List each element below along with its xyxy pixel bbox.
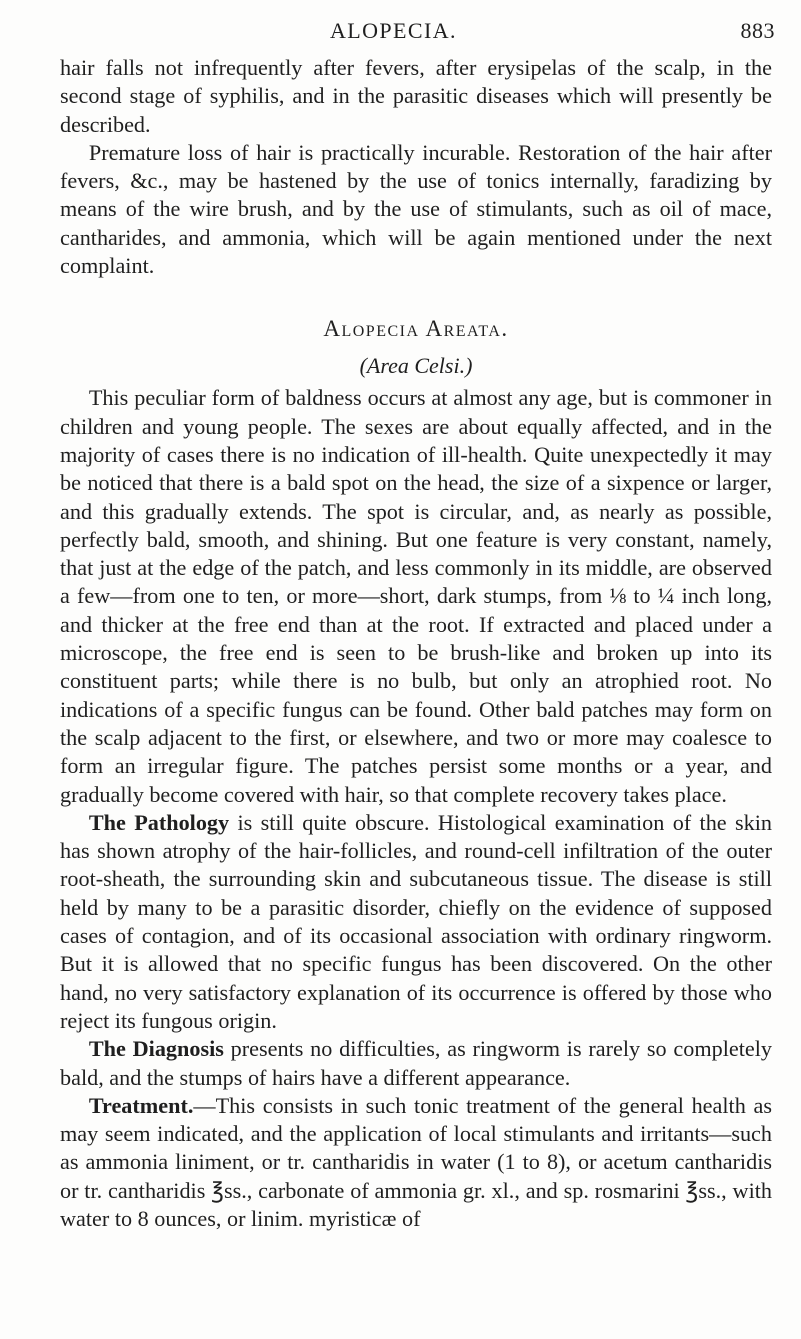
pathology-text: is still quite obscure. Histological examination of the skin has shown atrophy of the hair-follicles, and round-cell infiltration of the outer root-sheath, the surrounding skin and subcutaneous tissue. The disease is still held by many to be a parasitic disorder, chiefly on the evidence of supposed cases of contagion, and of its occasional association with ordinary ringworm. But it is allowed that no specific fungus has been discovered. On the other hand, no very satisfactory explanation of its occurrence is offered by those who reject its fungous origin.	[60, 809, 772, 1033]
body-text	[60, 54, 772, 1233]
treatment-label: Treatment.	[88, 1092, 194, 1118]
diagnosis-text: presents no difficulties, as ringworm is rarely so completely bald, and the stumps of hairs have a different appearance.	[60, 1036, 772, 1090]
paragraph-description: This peculiar form of baldness occurs at almost any age, but is commoner in children and young people. The sexes are about equally affected, and in the majority of cases there is no indication of ill-health. Quite unexpectedly it may be noticed that there is a bald spot on the head, the size of a sixpence or larger, and this gradually extends. The spot is circular, and, as nearly as possible, perfectly bald, smooth, and shining. But one feature is very constant, namely, that just at the edge of the patch, and less commonly in its middle, are observed a few—from one to ten, or more—short, dark stumps, from ⅛ to ¼ inch long, and thicker at the free end than at the root. If extracted and placed under a microscope, the free end is seen to be brush-like and broken up into its constituent parts; while there is no bulb, but only an atrophied root. No indications of a specific fungus can be found. Other bald patches may form on the scalp adjacent to the first, or elsewhere, and two or more may coalesce to form an irregular figure. The patches persist some months or a year, and gradually become covered with hair, so that complete recovery takes place.	[60, 385, 772, 807]
running-title: ALOPECIA.	[330, 18, 457, 43]
diagnosis-label: The Diagnosis	[88, 1036, 224, 1062]
section-subheading: (Area Celsi.)	[359, 353, 473, 379]
paragraph-premature-loss: Premature loss of hair is practically incurable. Restoration of the hair after fevers, &c., may be hastened by the use of tonics internally, faradizing by means of the wire brush, and by the use of stimulants, such as oil of mace, cantharides, and ammonia, which will be again mentioned under the next complaint.	[60, 139, 772, 279]
paragraph-continuation: hair falls not infrequently after fevers, after erysipelas of the scalp, in the second stage of syphilis, and in the parasitic diseases which will presently be described.	[60, 55, 772, 137]
page-number: 883	[740, 18, 775, 43]
paragraph-diagnosis	[60, 1035, 772, 1092]
section-heading: Alopecia Areata.	[323, 316, 509, 342]
treatment-text: —This consists in such tonic treatment of the general health as may seem indicated, and the application of local stimulants and irritants—such as ammonia liniment, or tr. cantharidis in water (1 to 8), or acetum cantharidis or tr. cantharidis ℥ss., carbonate of ammonia gr. xl., and sp. rosmarini ℥ss., with water to 8 ounces, or linim. myristicæ of	[60, 1092, 772, 1231]
running-head	[0, 18, 801, 48]
paragraph-treatment	[60, 1092, 772, 1233]
paragraph-pathology	[60, 809, 772, 1035]
pathology-label: The Pathology	[88, 809, 230, 835]
